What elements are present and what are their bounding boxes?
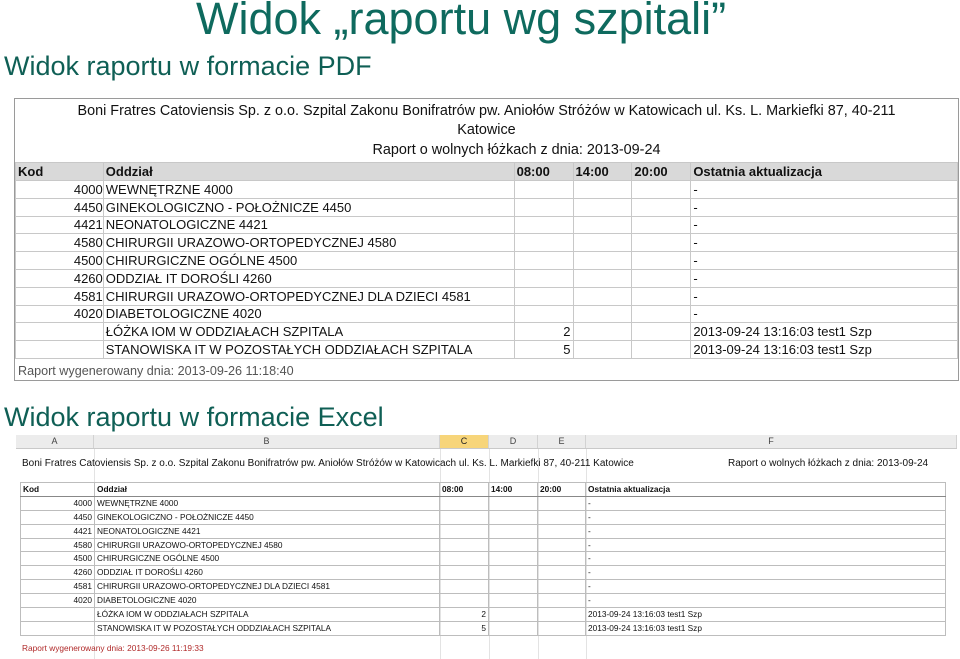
excel-cell-v14 bbox=[489, 580, 538, 594]
excel-column-header-f[interactable]: F bbox=[586, 435, 957, 448]
pdf-cell-v20 bbox=[632, 323, 691, 341]
pdf-cell-name: WEWNĘTRZNE 4000 bbox=[103, 181, 514, 199]
excel-table-row bbox=[21, 608, 946, 622]
excel-cell-name: NEONATOLOGICZNE 4421 bbox=[95, 524, 440, 538]
excel-table-row bbox=[21, 621, 946, 635]
excel-cell-v20 bbox=[538, 538, 586, 552]
pdf-column-header: Oddział bbox=[103, 163, 514, 181]
pdf-cell-v20 bbox=[632, 252, 691, 270]
pdf-cell-name: CHIRURGII URAZOWO-ORTOPEDYCZNEJ DLA DZIECI 4581 bbox=[103, 287, 514, 305]
pdf-cell-name: CHIRURGII URAZOWO-ORTOPEDYCZNEJ 4580 bbox=[103, 234, 514, 252]
pdf-cell-v20 bbox=[632, 198, 691, 216]
excel-cell-name: ODDZIAŁ IT DOROŚLI 4260 bbox=[95, 566, 440, 580]
pdf-cell-code: 4020 bbox=[16, 305, 104, 323]
excel-column-header-e[interactable]: E bbox=[538, 435, 586, 448]
pdf-cell-v14 bbox=[573, 252, 632, 270]
pdf-cell-name: GINEKOLOGICZNO - POŁOŻNICZE 4450 bbox=[103, 198, 514, 216]
pdf-cell-v14 bbox=[573, 341, 632, 359]
pdf-cell-v08 bbox=[514, 234, 573, 252]
excel-cell-name: ŁÓŻKA IOM W ODDZIAŁACH SZPITALA bbox=[95, 608, 440, 622]
pdf-cell-v08 bbox=[514, 252, 573, 270]
pdf-cell-v08 bbox=[514, 181, 573, 199]
excel-cell-updated: - bbox=[586, 566, 946, 580]
excel-section-title: Widok raportu w formacie Excel bbox=[4, 402, 384, 432]
pdf-cell-updated: - bbox=[691, 252, 958, 270]
excel-cell-v14 bbox=[489, 608, 538, 622]
excel-cell-v14 bbox=[489, 621, 538, 635]
excel-cell-code bbox=[21, 621, 95, 635]
excel-cell-updated: 2013-09-24 13:16:03 test1 Szp bbox=[586, 621, 946, 635]
pdf-table bbox=[15, 162, 958, 359]
excel-table-row bbox=[21, 538, 946, 552]
excel-cell-updated: - bbox=[586, 538, 946, 552]
pdf-cell-v20 bbox=[632, 234, 691, 252]
excel-table-row bbox=[21, 524, 946, 538]
pdf-table-row bbox=[16, 341, 958, 359]
pdf-cell-v14 bbox=[573, 234, 632, 252]
pdf-cell-v14 bbox=[573, 287, 632, 305]
excel-cell-name: CHIRURGICZNE OGÓLNE 4500 bbox=[95, 552, 440, 566]
excel-column-header: Kod bbox=[21, 483, 95, 497]
pdf-report-view bbox=[14, 98, 959, 381]
excel-cell-updated: 2013-09-24 13:16:03 test1 Szp bbox=[586, 608, 946, 622]
excel-cell-v14 bbox=[489, 566, 538, 580]
excel-cell-code: 4000 bbox=[21, 496, 95, 510]
excel-cell-v14 bbox=[489, 496, 538, 510]
excel-cell-v20 bbox=[538, 496, 586, 510]
pdf-cell-name: DIABETOLOGICZNE 4020 bbox=[103, 305, 514, 323]
excel-cell-v08 bbox=[440, 524, 489, 538]
excel-table-row bbox=[21, 496, 946, 510]
pdf-table-row bbox=[16, 252, 958, 270]
pdf-cell-code: 4500 bbox=[16, 252, 104, 270]
excel-cell-v08: 2 bbox=[440, 608, 489, 622]
pdf-cell-updated: - bbox=[691, 234, 958, 252]
pdf-cell-code bbox=[16, 341, 104, 359]
pdf-cell-code: 4581 bbox=[16, 287, 104, 305]
excel-table-row bbox=[21, 594, 946, 608]
excel-column-header: Oddział bbox=[95, 483, 440, 497]
pdf-cell-updated: - bbox=[691, 269, 958, 287]
excel-column-header: 08:00 bbox=[440, 483, 489, 497]
pdf-cell-v20 bbox=[632, 287, 691, 305]
pdf-column-header: Ostatnia aktualizacja bbox=[691, 163, 958, 181]
pdf-cell-v08 bbox=[514, 287, 573, 305]
pdf-column-header: 08:00 bbox=[514, 163, 573, 181]
pdf-cell-v20 bbox=[632, 269, 691, 287]
excel-column-header-d[interactable]: D bbox=[489, 435, 538, 448]
pdf-cell-v14 bbox=[573, 216, 632, 234]
excel-header-left: Boni Fratres Catoviensis Sp. z o.o. Szpital Zakonu Bonifratrów pw. Aniołów Stróżów w Katowicach ul. Ks. L. Markiefki 87, 40-211 Katowice bbox=[22, 458, 634, 469]
excel-cell-v20 bbox=[538, 510, 586, 524]
excel-cell-code: 4500 bbox=[21, 552, 95, 566]
excel-cell-v20 bbox=[538, 524, 586, 538]
pdf-cell-v08: 2 bbox=[514, 323, 573, 341]
excel-cell-updated: - bbox=[586, 594, 946, 608]
pdf-cell-name: ŁÓŻKA IOM W ODDZIAŁACH SZPITALA bbox=[103, 323, 514, 341]
pdf-table-header-row bbox=[16, 163, 958, 181]
excel-cell-name: CHIRURGII URAZOWO-ORTOPEDYCZNEJ 4580 bbox=[95, 538, 440, 552]
pdf-cell-v08 bbox=[514, 305, 573, 323]
pdf-cell-v08 bbox=[514, 269, 573, 287]
excel-column-header-c[interactable]: C bbox=[440, 435, 489, 448]
pdf-cell-updated: 2013-09-24 13:16:03 test1 Szp bbox=[691, 323, 958, 341]
excel-table-row bbox=[21, 552, 946, 566]
pdf-table-row bbox=[16, 234, 958, 252]
excel-cell-v20 bbox=[538, 621, 586, 635]
pdf-table-row bbox=[16, 323, 958, 341]
excel-cell-v08 bbox=[440, 510, 489, 524]
pdf-table-row bbox=[16, 181, 958, 199]
pdf-cell-updated: - bbox=[691, 216, 958, 234]
pdf-column-header: 14:00 bbox=[573, 163, 632, 181]
pdf-cell-code: 4580 bbox=[16, 234, 104, 252]
pdf-header-line-1: Boni Fratres Catoviensis Sp. z o.o. Szpital Zakonu Bonifratrów pw. Aniołów Stróżów w Katowicach ul. Ks. L. Markiefki 87, 40-211 bbox=[77, 103, 896, 119]
excel-cell-v14 bbox=[489, 510, 538, 524]
excel-column-header: 14:00 bbox=[489, 483, 538, 497]
pdf-cell-code: 4260 bbox=[16, 269, 104, 287]
excel-cell-v20 bbox=[538, 594, 586, 608]
pdf-section-title: Widok raportu w formacie PDF bbox=[4, 51, 372, 81]
excel-cell-v14 bbox=[489, 594, 538, 608]
pdf-cell-code: 4450 bbox=[16, 198, 104, 216]
excel-cell-v08 bbox=[440, 566, 489, 580]
pdf-cell-code bbox=[16, 323, 104, 341]
pdf-cell-v08 bbox=[514, 198, 573, 216]
pdf-cell-v20 bbox=[632, 181, 691, 199]
excel-cell-v08 bbox=[440, 538, 489, 552]
excel-report-view bbox=[16, 435, 957, 659]
excel-cell-code: 4580 bbox=[21, 538, 95, 552]
pdf-column-header: Kod bbox=[16, 163, 104, 181]
excel-column-header-b[interactable]: B bbox=[94, 435, 440, 448]
pdf-cell-v14 bbox=[573, 323, 632, 341]
pdf-cell-name: CHIRURGICZNE OGÓLNE 4500 bbox=[103, 252, 514, 270]
excel-cell-v20 bbox=[538, 580, 586, 594]
pdf-column-header: 20:00 bbox=[632, 163, 691, 181]
pdf-cell-v08: 5 bbox=[514, 341, 573, 359]
slide-title: Widok „raportu wg szpitali” bbox=[196, 0, 727, 44]
pdf-footer: Raport wygenerowany dnia: 2013-09-26 11:18:40 bbox=[18, 364, 294, 378]
pdf-cell-v20 bbox=[632, 341, 691, 359]
excel-cell-v08 bbox=[440, 496, 489, 510]
pdf-cell-v08 bbox=[514, 216, 573, 234]
excel-column-header-bar bbox=[16, 435, 957, 449]
excel-cell-name: STANOWISKA IT W POZOSTAŁYCH ODDZIAŁACH SZPITALA bbox=[95, 621, 440, 635]
excel-cell-updated: - bbox=[586, 580, 946, 594]
excel-table-row bbox=[21, 580, 946, 594]
pdf-cell-v14 bbox=[573, 181, 632, 199]
pdf-cell-updated: 2013-09-24 13:16:03 test1 Szp bbox=[691, 341, 958, 359]
pdf-table-row bbox=[16, 287, 958, 305]
pdf-cell-updated: - bbox=[691, 198, 958, 216]
excel-cell-v14 bbox=[489, 538, 538, 552]
excel-cell-v20 bbox=[538, 608, 586, 622]
excel-cell-name: DIABETOLOGICZNE 4020 bbox=[95, 594, 440, 608]
excel-table-header-row bbox=[21, 483, 946, 497]
pdf-cell-code: 4421 bbox=[16, 216, 104, 234]
pdf-cell-v20 bbox=[632, 305, 691, 323]
excel-cell-code: 4020 bbox=[21, 594, 95, 608]
pdf-cell-name: STANOWISKA IT W POZOSTAŁYCH ODDZIAŁACH SZPITALA bbox=[103, 341, 514, 359]
excel-cell-v08 bbox=[440, 580, 489, 594]
excel-cell-code: 4581 bbox=[21, 580, 95, 594]
excel-column-header: 20:00 bbox=[538, 483, 586, 497]
pdf-cell-v14 bbox=[573, 269, 632, 287]
pdf-table-row bbox=[16, 216, 958, 234]
excel-cell-v08: 5 bbox=[440, 621, 489, 635]
excel-header-right: Raport o wolnych łóżkach z dnia: 2013-09-24 bbox=[728, 458, 929, 469]
excel-table bbox=[20, 482, 946, 636]
excel-table-row bbox=[21, 566, 946, 580]
excel-cell-code bbox=[21, 608, 95, 622]
pdf-cell-updated: - bbox=[691, 181, 958, 199]
excel-cell-v14 bbox=[489, 552, 538, 566]
pdf-table-row bbox=[16, 269, 958, 287]
pdf-table-row bbox=[16, 305, 958, 323]
pdf-cell-v14 bbox=[573, 305, 632, 323]
excel-cell-v14 bbox=[489, 524, 538, 538]
excel-cell-code: 4260 bbox=[21, 566, 95, 580]
excel-column-header: Ostatnia aktualizacja bbox=[586, 483, 946, 497]
excel-column-header-a[interactable]: A bbox=[16, 435, 94, 448]
excel-table-row bbox=[21, 510, 946, 524]
pdf-cell-name: ODDZIAŁ IT DOROŚLI 4260 bbox=[103, 269, 514, 287]
excel-cell-updated: - bbox=[586, 524, 946, 538]
pdf-cell-name: NEONATOLOGICZNE 4421 bbox=[103, 216, 514, 234]
pdf-cell-code: 4000 bbox=[16, 181, 104, 199]
pdf-table-row bbox=[16, 198, 958, 216]
excel-cell-code: 4450 bbox=[21, 510, 95, 524]
pdf-header-line-2: Katowice bbox=[457, 122, 516, 138]
excel-cell-v20 bbox=[538, 566, 586, 580]
excel-cell-v08 bbox=[440, 594, 489, 608]
excel-cell-name: GINEKOLOGICZNO - POŁOŻNICZE 4450 bbox=[95, 510, 440, 524]
pdf-header-line-3: Raport o wolnych łóżkach z dnia: 2013-09-24 bbox=[372, 142, 661, 158]
excel-cell-name: WEWNĘTRZNE 4000 bbox=[95, 496, 440, 510]
excel-cell-updated: - bbox=[586, 496, 946, 510]
pdf-cell-v20 bbox=[632, 216, 691, 234]
excel-footer: Raport wygenerowany dnia: 2013-09-26 11:19:33 bbox=[22, 643, 204, 653]
excel-cell-name: CHIRURGII URAZOWO-ORTOPEDYCZNEJ DLA DZIECI 4581 bbox=[95, 580, 440, 594]
excel-cell-updated: - bbox=[586, 510, 946, 524]
excel-cell-code: 4421 bbox=[21, 524, 95, 538]
excel-cell-v20 bbox=[538, 552, 586, 566]
pdf-cell-v14 bbox=[573, 198, 632, 216]
excel-cell-v08 bbox=[440, 552, 489, 566]
excel-cell-updated: - bbox=[586, 552, 946, 566]
pdf-cell-updated: - bbox=[691, 287, 958, 305]
pdf-cell-updated: - bbox=[691, 305, 958, 323]
